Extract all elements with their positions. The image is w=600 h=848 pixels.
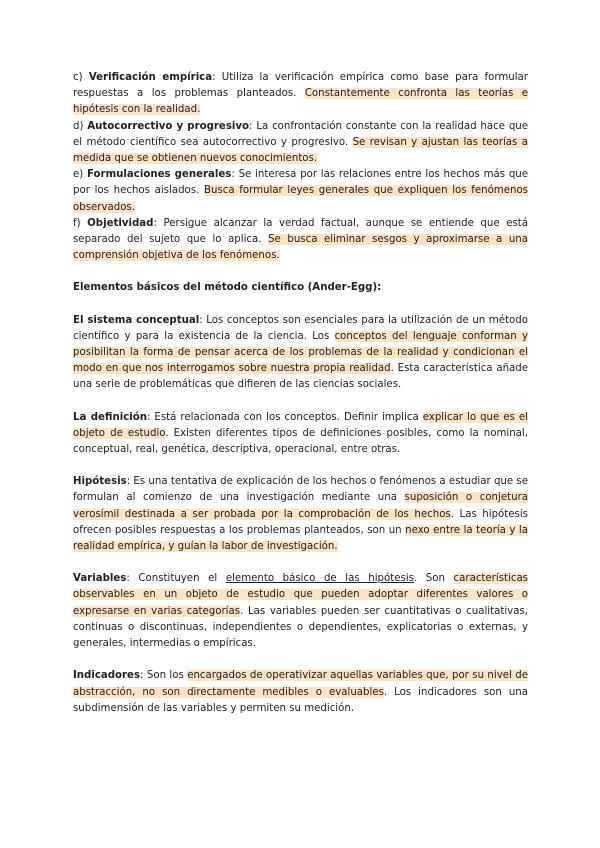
paragraph-text: . Existen diferentes tipos de definiciones posibles, como la nominal, conceptual, real, genética, descriptiva, operacional, entre otras. (73, 427, 528, 456)
paragraph-text: . Las variables pueden ser cuantitativas o cualitativas, continuas o discontinuas, independientes o dependientes, explicatorias o externas, y generales, intermedias o empíricas. (73, 605, 528, 650)
section-heading: Elementos básicos del método científico (Ander-Egg): (73, 282, 382, 294)
item-term: Objetividad (87, 217, 154, 229)
paragraph-text: . Los indicadores son una subdimensión de las variables y permiten su medición. (73, 686, 528, 714)
item-term: Autocorrectivo y progresivo (87, 120, 250, 132)
paragraph-text: . Son (413, 573, 454, 585)
item-prefix: e) (73, 169, 87, 181)
highlighted-text: Constantemente confronta las teorías e hipótesis con la realidad. (73, 88, 528, 116)
item-c (73, 70, 528, 119)
paragraph-definicion (73, 410, 528, 459)
item-text: La confrontación constante con la realidad hace que el método científico sea autocorrectivo y progresivo. (73, 120, 529, 148)
highlighted-text: conceptos del lenguaje conforman y posibilitan la forma de pensar acerca de los problemas de la realidad y condicionan el modo en que nos interrogamos sobre nuestra propia realidad (73, 330, 528, 375)
item-text: Persigue alcanzar la verdad factual, aunque se entiende que está separado del sujeto que lo aplica. (73, 217, 529, 246)
paragraph-text: : Los conceptos son esenciales para la utilización de un método científico y para la existencia de la ciencia. Los (73, 314, 528, 342)
paragraph-term: Hipótesis (73, 476, 127, 488)
paragraph-hipotesis (73, 474, 528, 555)
highlighted-text: explicar lo que es el objeto de estudio (73, 411, 528, 439)
item-text: Utiliza la verificación empírica como base para formular respuestas a los problemas planteados. (73, 72, 528, 100)
item-term: Formulaciones generales (87, 169, 232, 181)
paragraph-variables (73, 571, 528, 652)
underlined-text: elemento básico de las hipótesis (225, 573, 414, 585)
highlighted-text: encargados de operativizar aquellas variables que, por su nivel de abstracción, no son directamente medibles o evaluables (73, 670, 528, 698)
paragraph-term: Variables (73, 573, 127, 585)
item-e (73, 167, 528, 216)
item-term: Verificación empírica (88, 72, 213, 83)
highlighted-text: Se revisan y ajustan las teorías a medida que se obtienen nuevos conocimientos. (73, 136, 528, 165)
item-prefix: d) (73, 120, 88, 132)
item-f (73, 216, 528, 265)
spacer (73, 458, 528, 474)
spacer (73, 652, 528, 668)
paragraph-term: Indicadores (73, 670, 141, 682)
spacer (73, 297, 528, 313)
paragraph-text: : Son los (140, 670, 188, 682)
item-separator: : (212, 72, 222, 83)
spacer (73, 555, 528, 571)
paragraph-text: : Constituyen el (126, 573, 226, 585)
paragraph-text: . Las hipótesis ofrecen posibles respuestas a los problemas planteados, son un (73, 508, 528, 536)
paragraph-text: . Esta característica añade una serie de problemáticas que difieren de las ciencias sociales. (73, 363, 528, 391)
highlighted-text: Se busca eliminar sesgos y aproximarse a una comprensión objetiva de los fenómenos. (73, 234, 528, 262)
item-separator: : (153, 217, 164, 229)
item-prefix: f) (73, 217, 88, 229)
item-separator: : (231, 169, 239, 181)
spacer (73, 394, 528, 410)
highlighted-text: nexo entre la teoría y la realidad empírica, y guían la labor de investigación. (73, 524, 528, 553)
highlighted-text: Busca formular leyes generales que expliquen los fenómenos observados. (73, 185, 528, 213)
paragraph-term: El sistema conceptual (73, 314, 200, 326)
spacer (73, 264, 528, 280)
item-separator: : (249, 120, 257, 132)
item-prefix: c) (73, 72, 89, 83)
document-page (73, 70, 528, 717)
highlighted-text: características observables en un objeto de estudio que pueden adoptar diferentes valores o expresarse en varias categorías (73, 573, 528, 617)
item-d (73, 119, 528, 168)
paragraph-sistema-conceptual (73, 313, 528, 394)
paragraph-text: : Está relacionada con los conceptos. Definir implica (146, 411, 423, 423)
item-text: Se interesa por las relaciones entre los hechos más que por los hechos aislados. (73, 169, 529, 197)
highlighted-text: suposición o conjetura verosímil destinada a ser probada por la comprobación de los hechos (73, 492, 528, 520)
paragraph-indicadores (73, 668, 528, 717)
paragraph-term: La definición (73, 411, 147, 423)
paragraph-text: : Es una tentativa de explicación de los hechos o fenómenos a estudiar que se formulan al comienzo de una investigación mediante una (73, 476, 528, 504)
